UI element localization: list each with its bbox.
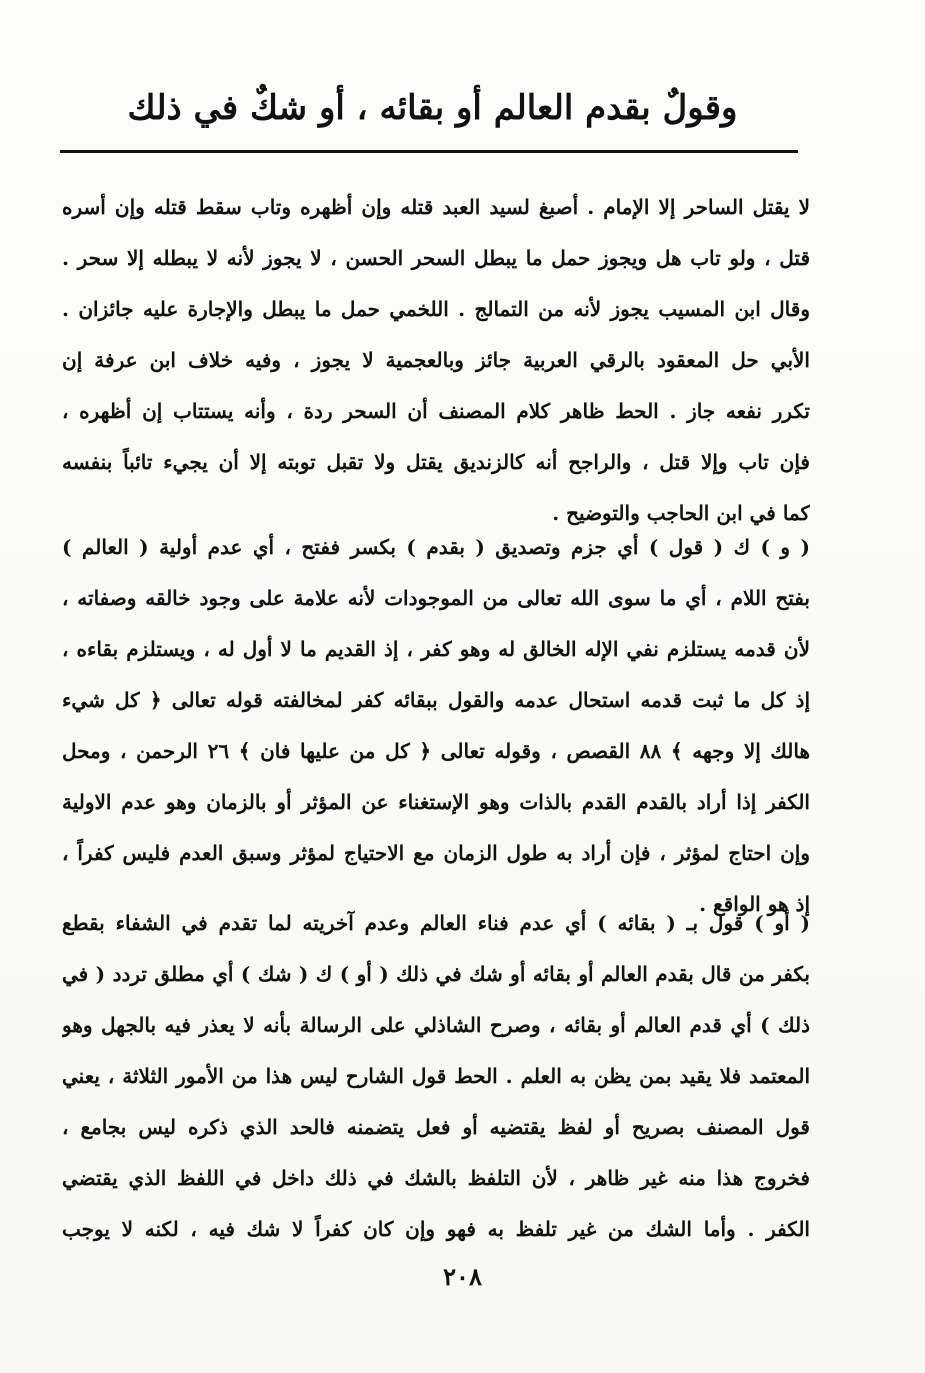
text-line: المعتمد فلا يقيد بمن يظن به العلم . الحط قول الشارح ليس هذا من الأمور الثلاثة ، يعني	[62, 1064, 810, 1088]
text-line: فإن تاب وإلا قتل ، والراجح أنه كالزنديق يقتل ولا تقبل توبته إلا أن يجيء تائباً بنفسه	[62, 450, 810, 474]
text-line: بفتح اللام ، أي ما سوى الله تعالى من الموجودات لأنه علامة على وجود خالقه وصفاته ،	[62, 586, 810, 610]
paragraph-2	[62, 522, 810, 930]
text-line: قتل ، ولو تاب هل ويجوز حمل ما يبطل السحر الحسن ، لا يجوز لأنه لا يبطله إلا سحر .	[62, 246, 810, 270]
paragraph-1	[62, 182, 810, 539]
text-line: ( أو ) قول بـ ( بقائه ) أي عدم فناء العالم وعدم آخريته لما تقدم في الشفاء بقطع	[62, 911, 810, 935]
text-line: قول المصنف بصريح أو لفظ يقتضيه أو فعل يتضمنه فالحد الذي ذكره ليس بجامع ،	[62, 1115, 810, 1139]
text-line: هالك إلا وجهه ﴾ ٨٨ القصص ، وقوله تعالى ﴿ كل من عليها فان ﴾ ٢٦ الرحمن ، ومحل	[62, 739, 810, 763]
text-line: ذلك ) أي قدم العالم أو بقائه ، وصرح الشاذلي على الرسالة بأنه لا يعذر فيه بالجهل وهو	[62, 1013, 810, 1037]
text-line: الأبي حل المعقود بالرقي العربية جائز وبالعجمية لا يجوز ، وفيه خلاف ابن عرفة إن	[62, 348, 810, 372]
text-line: وإن احتاج لمؤثر ، فإن أراد به طول الزمان مع الاحتياج لمؤثر وسبق العدم فليس كفراً ،	[62, 841, 810, 865]
text-line: إذ هو الواقع .	[699, 892, 810, 916]
text-line: وقال ابن المسيب يجوز لأنه من التمالج . اللخمي حمل ما يبطل والإجارة عليه جائزان .	[62, 297, 810, 321]
text-line: تكرر نفعه جاز . الحط ظاهر كلام المصنف أن السحر ردة ، وأنه يستتاب إن أظهره ،	[62, 399, 810, 423]
text-line: الكفر إذا أراد بالقدم القدم بالذات وهو الإستغناء عن المؤثر أو بالزمان وهو عدم الاولية	[62, 790, 810, 814]
text-line: بكفر من قال بقدم العالم أو بقائه أو شك في ذلك ( أو ) ك ( شك ) أي مطلق تردد ( في	[62, 962, 810, 986]
page-header-title: وقولٌ بقدم العالم أو بقائه ، أو شكٌ في ذلك	[127, 88, 738, 128]
text-line: الكفر . وأما الشك من غير تلفظ به فهو وإن كان كفراً لا شك فيه ، لكنه لا يوجب	[62, 1217, 810, 1241]
text-line: لا يقتل الساحر إلا الإمام . أصبغ لسيد العبد قتله وإن أظهره وتاب سقط قتله وإن أسره	[62, 195, 810, 219]
text-line: ( و ) ك ( قول ) أي جزم وتصديق ( بقدم ) بكسر ففتح ، أي عدم أولية ( العالم )	[62, 535, 810, 559]
text-line: إذ كل ما ثبت قدمه استحال عدمه والقول ببقائه كفر لمخالفته قوله تعالى ﴿ كل شيء	[62, 688, 810, 712]
header-rule	[60, 150, 798, 153]
text-line: فخروج هذا منه غير ظاهر ، لأن التلفظ بالشك في ذلك داخل في اللفظ الذي يقتضي	[62, 1166, 810, 1190]
text-line: لأن قدمه يستلزم نفي الإله الخالق له وهو كفر ، إذ القديم ما لا أول له ، ويستلزم بقاءه ،	[62, 637, 810, 661]
page-number: ٢٠٨	[443, 1262, 482, 1291]
text-line: كما في ابن الحاجب والتوضيح .	[552, 501, 810, 525]
paragraph-3	[62, 898, 810, 1255]
